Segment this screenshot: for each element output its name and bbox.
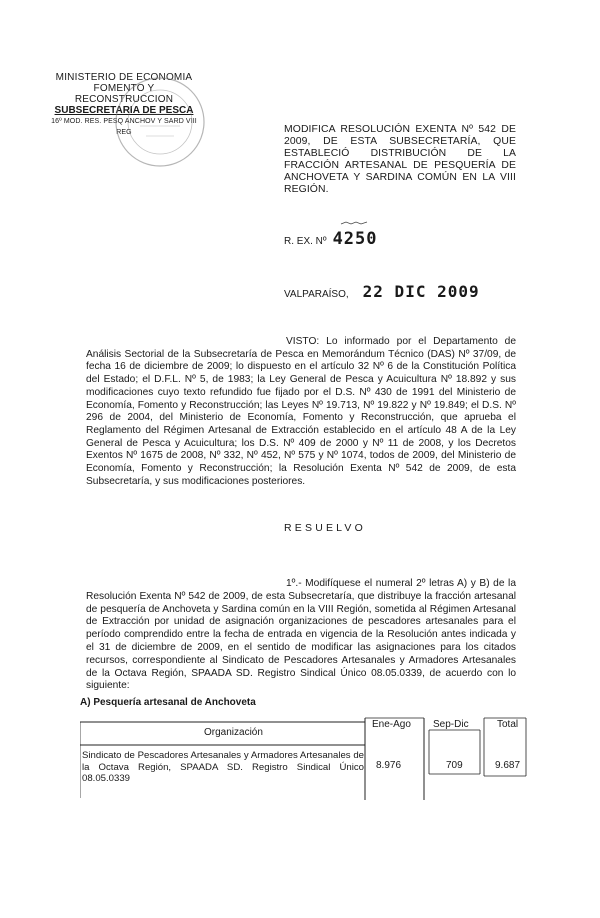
- visto-paragraph: VISTO: Lo informado por el Departamento de Análisis Sectorial de la Subsecretaría de Pesca en Memorándum Técnico (DAS) Nº 37/09, de fecha 16 de diciembre de 2009; lo dispuesto en el artículo 32 Nº 6 de la Constitución Política del Estado; el D.F.L. Nº 5, de 1983; la Ley General de Pesca y Acuicultura Nº 18.892 y sus modificaciones cuyo texto refundido fue fijado por el D.S. Nº 430 de 1991 del Ministerio de Economía, Fomento y Reconstrucción; las Leyes Nº 19.713, Nº 19.822 y Nº 19.849; el D.S. Nº 296 de 2004, del Ministerio de Economía, Fomento y Reconstrucción, que aprueba el Reglamento del Régimen Artesanal de Extracción establecido en el artículo 48 A de la Ley General de Pesca y Acuicultura; los D.S. Nº 409 de 2000 y Nº 11 de 2008, y los Decretos Exentos Nº 1675 de 2008, Nº 332, Nº 452, Nº 575 y Nº 1074, todos de 2009, del Ministerio de Economía, Fomento y Reconstrucción; la Resolución Exenta Nº 542 de 2009, de esta Subsecretaría, y sus modificaciones posteriores.: [86, 336, 516, 487]
- resolution-number-line: [284, 229, 378, 249]
- cell-ene-ago: 8.976: [376, 760, 402, 771]
- header-organization: Organización: [204, 727, 263, 738]
- cell-total: 9.687: [495, 760, 521, 771]
- resuelvo-heading: RESUELVO: [284, 522, 367, 534]
- document-subject: MODIFICA RESOLUCIÓN EXENTA Nº 542 DE 2009, DE ESTA SUBSECRETARÍA, QUE ESTABLECIÓ DISTRIBUCIÓN DE LA FRACCIÓN ARTESANAL DE PESQUERÍA DE ANCHOVETA Y SARDINA COMÚN EN LA VIII REGIÓN.: [284, 124, 516, 195]
- cell-sep-dic: 709: [446, 760, 463, 771]
- resolution-label: R. EX. Nº: [284, 236, 327, 247]
- ministry-subname: FOMENTO Y RECONSTRUCCION: [74, 83, 174, 105]
- date-line: [284, 282, 480, 301]
- resolution-number: 4250: [332, 229, 378, 249]
- section-a-title: A) Pesquería artesanal de Anchoveta: [80, 697, 256, 708]
- resolution-paragraph-1: 1º.- Modifíquese el numeral 2º letras A) y B) de la Resolución Exenta Nº 542 de 2009, de esta Subsecretaría, que distribuye la fracción artesanal de pesquería de Anchoveta y Sardina común en la VIII Región, sometida al Régimen Artesanal de Extracción por unidad de asignación organizaciones de pescadores artesanales para el período comprendido entre la fecha de entrada en vigencia de la Resolución antes indicada y el 31 de diciembre de 2009, en el sentido de modificar las asignaciones para los citados recursos, correspondiente al Sindicato de Pescadores Artesanales y Armadores Artesanales de la Octava Región, SPAADA SD. Registro Sindical Único 08.05.0339, de acuerdo con lo siguiente:: [86, 578, 516, 692]
- header-total: Total: [497, 719, 519, 730]
- date-place: VALPARAÍSO,: [284, 289, 349, 300]
- allocation-table: [80, 712, 528, 804]
- ministry-name: MINISTERIO DE ECONOMIA: [55, 72, 193, 83]
- cell-organization: Sindicato de Pescadores Artesanales y Armadores Artesanales de la Octava Región, SPAADA SD. Registro Sindical Único 08.05.0339: [82, 750, 364, 784]
- handwritten-mark-icon: [340, 220, 368, 226]
- file-reference: 16º MOD. RES. PESQ ANCHOV Y SARD VIII REG: [51, 118, 197, 136]
- header-ene-ago: Ene-Ago: [372, 719, 411, 730]
- header-sep-dic: Sep-Dic: [433, 719, 469, 730]
- official-seal-icon: [112, 74, 208, 170]
- subsecretary-name: SUBSECRETARIA DE PESCA: [54, 105, 194, 116]
- date-value: 22 DIC 2009: [362, 282, 480, 301]
